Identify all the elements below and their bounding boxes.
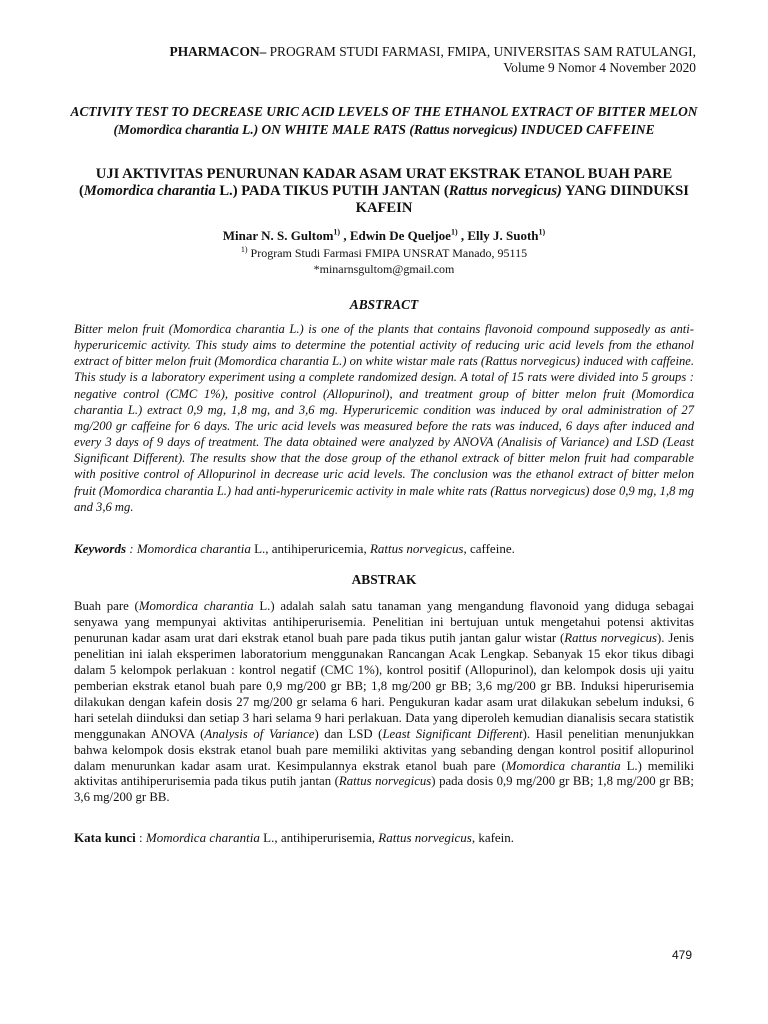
abstrak-text-3: ). Jenis penelitian ini ialah eksperimen laboratorium menggunakan Rancangan Acak Lengkap. Sebanyak 15 ekor tikus dibagi dalam 5 kelompok perlakuan : kontrol negatif (CMC 1%), kontrol positif (Allopurinol), dan kelompok dosis uji yaitu pemberian ekstrak etanol buah pare 0,9 mg/200 gr BB; 1,8 mg/200 gr BB; 3,6 mg/200 gr BB. Induksi hiperurisemia dilakukan dengan kafein dosis 27 mg/200 gr selama 6 hari. Pengukuran kadar asam urat dilakukan sebelum induksi, 6 hari setelah diinduksi dan setiap 3 hari selama 9 hari perlakuan. Data yang diperoleh kemudian dianalisis secara statistik menggunakan ANOVA ( (74, 630, 694, 741)
keyword-text-2: , caffeine. (463, 541, 515, 556)
author-1-affil-mark: 1) (333, 227, 341, 237)
author-list (70, 228, 698, 244)
kata-kunci-colon: : (135, 830, 146, 845)
abstract-heading: ABSTRACT (349, 297, 419, 312)
kata-kunci (74, 830, 694, 846)
abstrak-text-6: L.) memiliki aktivitas antihiperurisemia pada tikus putih jantan ( (74, 758, 694, 789)
running-header (170, 44, 696, 76)
keyword-species-2: Rattus norvegicus (369, 541, 464, 556)
keywords (74, 541, 694, 557)
author-1: Minar N. S. Gultom (222, 228, 334, 243)
affiliation-mark: 1) (240, 245, 248, 254)
title-id-text-2: L.) PADA TIKUS PUTIH JANTAN ( (215, 183, 449, 199)
title-english (70, 103, 698, 139)
title-en-species-2: Rattus norvegicus (413, 122, 514, 137)
journal-name: PHARMACON (169, 44, 260, 59)
header-line-1 (170, 44, 696, 60)
affiliation (70, 246, 698, 261)
title-id-text-1: UJI AKTIVITAS PENURUNAN KADAR ASAM URAT EKSTRAK ETANOL BUAH PARE ( (79, 166, 673, 199)
kata-kunci-species-1: Momordica charantia (145, 830, 260, 845)
kata-kunci-text-2: , kafein. (471, 830, 515, 845)
abstrak-italic-2: Rattus norvegicus (564, 630, 658, 645)
author-3: , Elly J. Suoth (457, 228, 539, 243)
journal-institution: PROGRAM STUDI FARMASI, FMIPA, UNIVERSITAS SAM RATULANGI, (266, 44, 696, 59)
journal-issue: Volume 9 Nomor 4 November 2020 (503, 60, 696, 75)
abstrak-italic-5: Momordica charantia (505, 758, 621, 773)
kata-kunci-species-2: Rattus norvegicus (378, 830, 472, 845)
title-en-text-3: ) INDUCED CAFFEINE (513, 122, 655, 137)
title-indonesian (70, 166, 698, 217)
page-number: 479 (671, 948, 692, 962)
title-en-text-1: ACTIVITY TEST TO DECREASE URIC ACID LEVELS OF THE ETHANOL EXTRACT OF BITTER MELON ( (70, 104, 698, 137)
abstrak-body (74, 599, 694, 806)
abstrak-text-7: ) pada dosis 0,9 mg/200 gr BB; 1,8 mg/200 gr BB; 3,6 mg/200 gr BB. (74, 774, 694, 805)
author-3-affil-mark: 1) (538, 227, 546, 237)
abstrak-italic-6: Rattus norvegicus (338, 774, 432, 789)
abstrak-italic-3: Analysis of Variance (204, 726, 315, 741)
author-2-affil-mark: 1) (450, 227, 458, 237)
keywords-colon: : (126, 541, 137, 556)
abstrak-text-5: ). Hasil penelitian menunjukkan bahwa kelompok dosis ekstrak etanol buah pare memiliki aktivitas yang sebanding dengan kontrol positif allopurinol dalam menurunkan kadar asam urat. Kesimpulannya ekstrak etanol buah pare ( (74, 726, 694, 773)
affiliation-text: Program Studi Farmasi FMIPA UNSRAT Manado, 95115 (247, 246, 528, 260)
journal-dash: – (259, 44, 267, 59)
abstrak-italic-4: Least Significant Different (382, 726, 523, 741)
corresponding-email: *minarnsgultom@gmail.com (313, 262, 455, 276)
title-id-species-2: Rattus norvegicus) (448, 183, 562, 199)
kata-kunci-text-1: L., antihiperurisemia, (259, 830, 379, 845)
title-id-species-1: Momordica charantia (83, 183, 216, 199)
keyword-text-1: L., antihiperuricemia, (250, 541, 370, 556)
title-id-text-3: YANG DIINDUKSI KAFEIN (355, 183, 689, 216)
author-2: , Edwin De Queljoe (340, 228, 451, 243)
keyword-species-1: Momordica charantia (136, 541, 251, 556)
kata-kunci-label: Kata kunci (74, 830, 136, 845)
abstrak-italic-1: Momordica charantia (138, 599, 254, 613)
abstrak-heading: ABSTRAK (351, 572, 417, 587)
abstrak-text-1: Buah pare ( (74, 599, 139, 613)
keywords-label: Keywords (74, 541, 126, 556)
abstract-body: Bitter melon fruit (Momordica charantia L.) is one of the plants that contains flavonoid compound supposedly as anti-hyperuricemic activity. This study aims to determine the potential activity of reducing uric acid levels from the ethanol extract of bitter melon fruit (Momordica charantia L.) on white wistar male rats (Rattus norvegicus) induced with caffeine. This study is a laboratory experiment using a complete randomized design. A total of 15 rats were divided into 5 groups : negative control (CMC 1%), positive control (Allopurinol), and treatment group of bitter melon fruit (Momordica charantia L.) extract 0,9 mg, 1,8 mg, and 3,6 mg. Hyperuricemic condition was induced by oral administration of 27 mg/200 gr caffeine for 6 days. The uric acid levels was measured before the rats was induced, 6 days after induced and every 3 days of 9 days of treatment. The data obtained were analyzed by ANOVA (Analisis of Variance) and LSD (Least Significant Different). The results show that the dose group of the ethanol extrack of bitter melon fruit had comparable with positive control of Allopurinol in decrease uric acid levels. The conclusion was the ethanol extract of bitter melon fruit (Momordica charantia L.) had anti-hyperuricemic activity in male white rats (Rattus norvegicus) dose 0,9 mg, 1,8 mg and 3,6 mg. (74, 322, 694, 514)
abstrak-text-2: L.) adalah salah satu tanaman yang mengandung flavonoid yang diduga sebagai senyawa yang mempunyai aktivitas antihiperurisemia. Penelitian ini bertujuan untuk mengetahui potensi aktivitas penurunan kadar asam urat dari ekstrak etanol buah pare pada tikus putih jantan galur wistar ( (74, 599, 694, 645)
title-en-text-2: ) ON WHITE MALE RATS ( (253, 122, 414, 137)
title-en-species-1: Momordica charantia L. (117, 122, 254, 137)
abstrak-text-4: ) dan LSD ( (314, 726, 383, 741)
